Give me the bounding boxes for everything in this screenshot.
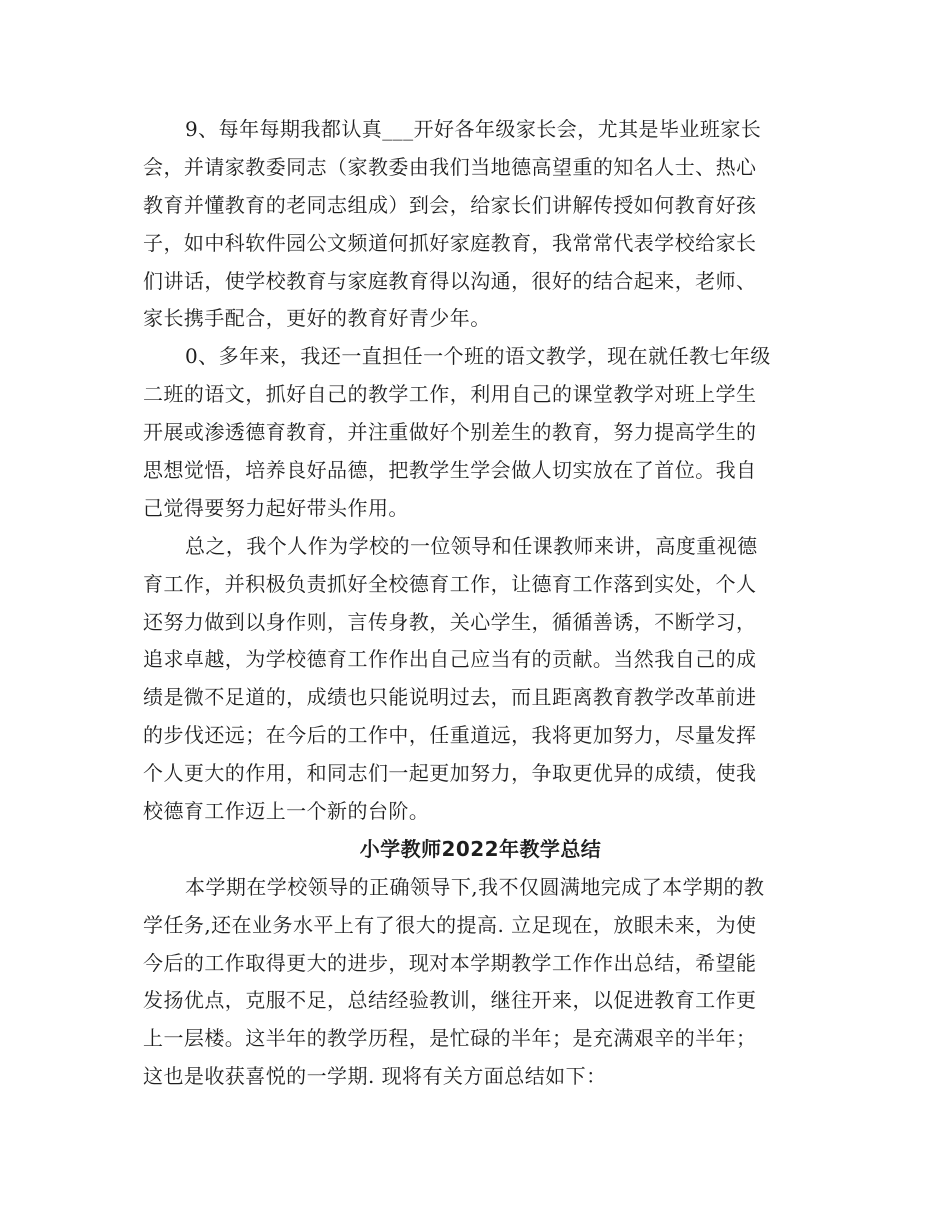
text-line: 开展或渗透德育教育，并注重做好个别差生的教育，努力提高学生的	[143, 420, 757, 445]
text-line: 还努力做到以身作则，言传身教，关心学生，循循善诱，不断学习，	[143, 609, 757, 634]
text-line: 绩是微不足道的，成绩也只能说明过去，而且距离教育教学改革前进	[143, 685, 757, 710]
text-line: 上一层楼。这半年的教学历程，是忙碌的半年；是充满艰辛的半年；	[143, 1026, 757, 1051]
text-line: 教育并懂教育的老同志组成）到会，给家长们讲解传授如何教育好孩	[143, 192, 757, 217]
text-line: 家长携手配合，更好的教育好青少年。	[143, 306, 491, 331]
paragraph-item-9	[143, 111, 808, 338]
text-line: 会，并请家教委同志（家教委由我们当地德高望重的知名人士、热心	[143, 154, 757, 179]
text-line: 9、每年每期我都认真___开好各年级家长会，尤其是毕业班家长	[185, 117, 762, 141]
paragraph-intro	[143, 869, 808, 1096]
text-line: 追求卓越，为学校德育工作作出自己应当有的贡献。当然我自己的成	[143, 647, 757, 672]
document-body	[143, 111, 808, 1096]
text-line: 这也是收获喜悦的一学期. 现将有关方面总结如下：	[143, 1064, 607, 1089]
text-line: 校德育工作迈上一个新的台阶。	[143, 799, 430, 824]
text-line: 个人更大的作用，和同志们一起更加努力，争取更优异的成绩，使我	[143, 761, 757, 786]
text-line: 二班的语文，抓好自己的教学工作，利用自己的课堂教学对班上学生	[143, 382, 757, 407]
text-line: 己觉得要努力起好带头作用。	[143, 495, 409, 520]
text-line: 子，如中科软件园公文频道何抓好家庭教育，我常常代表学校给家长	[143, 230, 757, 255]
text-line: 思想觉悟，培养良好品德，把教学生学会做人切实放在了首位。我自	[143, 458, 757, 483]
text-line: 总之，我个人作为学校的一位领导和任课教师来讲，高度重视德	[185, 533, 758, 558]
text-line: 学任务,还在业务水平上有了很大的提高. 立足现在，放眼未来，为使	[143, 912, 757, 937]
section-title: 小学教师2022年教学总结	[359, 836, 602, 861]
text-line: 的步伐还远；在今后的工作中，任重道远，我将更加努力，尽量发挥	[143, 723, 757, 748]
text-line: 育工作，并积极负责抓好全校德育工作，让德育工作落到实处，个人	[143, 571, 757, 596]
paragraph-summary	[143, 528, 808, 831]
paragraph-item-0	[143, 338, 808, 527]
text-line: 0、多年来，我还一直担任一个班的语文教学，现在就任教七年级	[185, 344, 771, 369]
text-line: 发扬优点，克服不足，总结经验教训，继往开来，以促进教育工作更	[143, 988, 757, 1013]
text-line: 今后的工作取得更大的进步，现对本学期教学工作作出总结，希望能	[143, 950, 757, 975]
text-line: 本学期在学校领导的正确领导下,我不仅圆满地完成了本学期的教	[185, 874, 765, 899]
text-line: 们讲话，使学校教育与家庭教育得以沟通，很好的结合起来，老师、	[143, 268, 757, 293]
